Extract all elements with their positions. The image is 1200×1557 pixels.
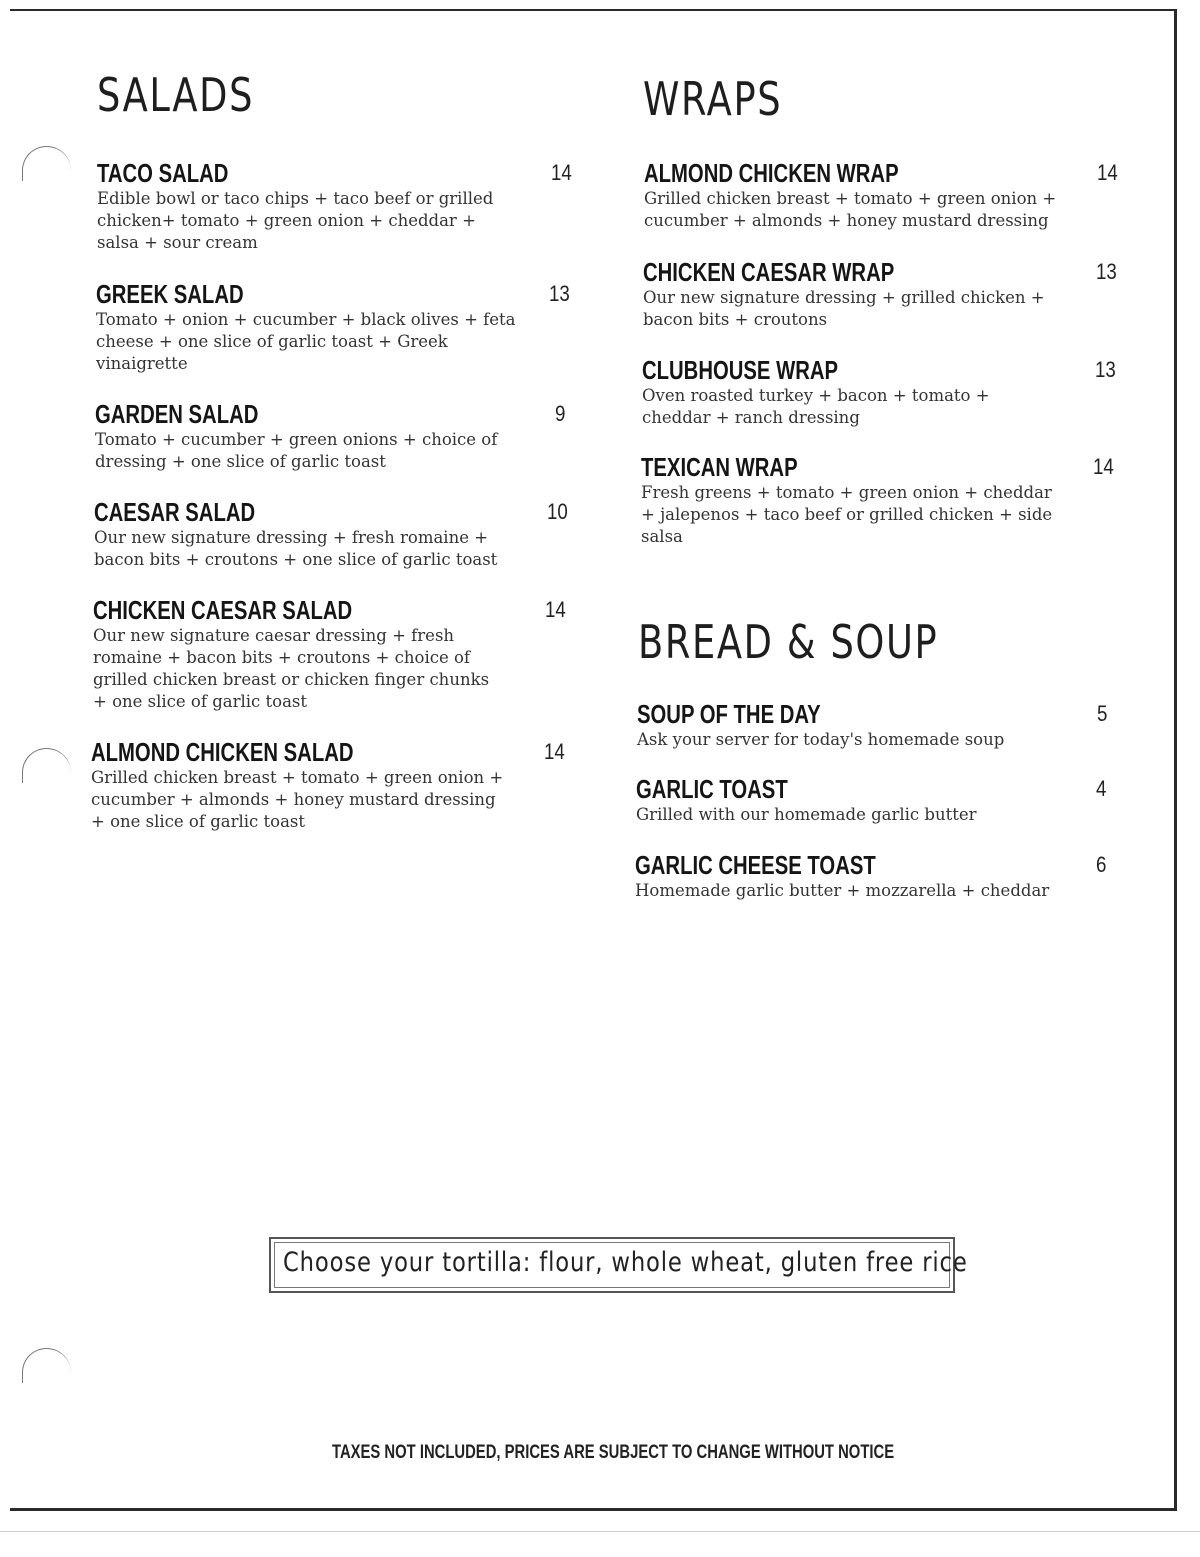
item-price: 6 (1096, 852, 1107, 877)
item-description: Grilled chicken breast + tomato + green onion + cucumber + almonds + honey mustard dressing (644, 189, 1057, 230)
item-price: 13 (1096, 259, 1117, 284)
item-description: Homemade garlic butter + mozzarella + cheddar (635, 881, 1050, 900)
item-description: Grilled with our homemade garlic butter (636, 805, 977, 824)
item-name: CHICKEN CAESAR SALAD (93, 595, 353, 625)
item-description: Tomato + cucumber + green onions + choice of dressing + one slice of garlic toast (95, 430, 498, 471)
item-name: GARLIC CHEESE TOAST (635, 850, 876, 880)
wraps-title: WRAPS (643, 72, 783, 126)
item-name: SOUP OF THE DAY (637, 699, 821, 729)
tortilla-note: Choose your tortilla: flour, whole wheat, gluten free rice (283, 1247, 968, 1278)
item-price: 13 (549, 281, 570, 306)
item-description: Oven roasted turkey + bacon + tomato + cheddar + ranch dressing (642, 386, 990, 427)
item-price: 10 (547, 499, 568, 524)
tortilla-note-box (269, 1237, 968, 1293)
item-name: CLUBHOUSE WRAP (642, 355, 839, 385)
item-description: Our new signature caesar dressing + fresh romaine + bacon bits + croutons + choice of grilled chicken breast or chicken finger chunks + one slice of garlic toast (93, 626, 490, 711)
item-name: GARDEN SALAD (95, 399, 259, 429)
salads-title: SALADS (97, 68, 255, 122)
item-description: Tomato + onion + cucumber + black olives + feta cheese + one slice of garlic toast + Greek vinaigrette (96, 310, 516, 373)
item-price: 14 (545, 597, 566, 622)
item-description: Grilled chicken breast + tomato + green onion + cucumber + almonds + honey mustard dressing + one slice of garlic toast (91, 768, 504, 831)
footer-note: TAXES NOT INCLUDED, PRICES ARE SUBJECT TO CHANGE WITHOUT NOTICE (332, 1442, 895, 1463)
item-name: ALMOND CHICKEN SALAD (91, 737, 354, 767)
item-name: CAESAR SALAD (94, 497, 256, 527)
item-description: Our new signature dressing + grilled chicken + bacon bits + croutons (643, 288, 1045, 329)
item-price: 14 (1097, 160, 1118, 185)
item-name: GREEK SALAD (96, 279, 244, 309)
item-description: Fresh greens + tomato + green onion + cheddar + jalepenos + taco beef or grilled chicken + side salsa (641, 483, 1053, 546)
item-name: CHICKEN CAESAR WRAP (643, 257, 895, 287)
item-name: GARLIC TOAST (636, 774, 788, 804)
item-name: TEXICAN WRAP (641, 452, 798, 482)
item-price: 14 (551, 160, 572, 185)
bread-soup-title: BREAD & SOUP (638, 615, 939, 669)
item-price: 9 (555, 401, 566, 426)
item-price: 14 (1093, 454, 1114, 479)
item-name: ALMOND CHICKEN WRAP (644, 158, 899, 188)
item-price: 14 (544, 739, 565, 764)
item-description: Ask your server for today's homemade soup (637, 730, 1005, 749)
item-price: 4 (1096, 776, 1107, 801)
page-edge (0, 1531, 1200, 1532)
item-description: Our new signature dressing + fresh romaine + bacon bits + croutons + one slice of garlic toast (94, 528, 498, 569)
item-description: Edible bowl or taco chips + taco beef or grilled chicken+ tomato + green onion + cheddar + salsa + sour cream (97, 189, 494, 252)
item-name: TACO SALAD (97, 158, 229, 188)
item-price: 5 (1097, 701, 1108, 726)
item-price: 13 (1095, 357, 1116, 382)
